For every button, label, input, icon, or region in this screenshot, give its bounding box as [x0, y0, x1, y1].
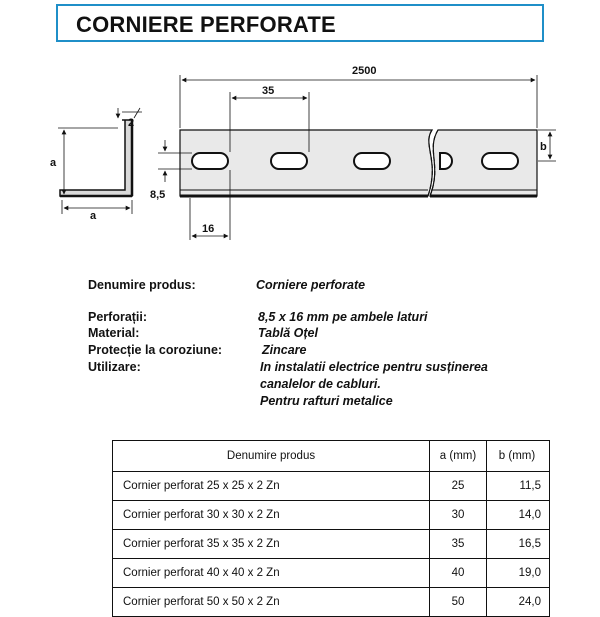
cell-a: 40 — [430, 559, 487, 588]
spec-value: Zincare — [262, 343, 307, 357]
spec-label: Denumire produs: — [88, 278, 196, 292]
table-row — [113, 501, 550, 530]
product-table — [112, 440, 550, 617]
spec-label: Protecție la coroziune: — [88, 343, 223, 357]
spec-value: canalelor de cabluri. — [260, 377, 381, 391]
dim-thickness-label: 2 — [128, 117, 135, 129]
slot-hole — [354, 153, 390, 169]
technical-drawing — [0, 0, 600, 250]
spec-value: Corniere perforate — [256, 278, 366, 292]
cell-a: 30 — [430, 501, 487, 530]
cell-a: 25 — [430, 472, 487, 501]
cell-b: 24,0 — [487, 588, 550, 617]
spec-value: In instalatii electrice pentru susținerea — [260, 360, 488, 374]
slot-hole — [482, 153, 518, 169]
spec-label: Material: — [88, 326, 140, 340]
cell-name: Cornier perforat 30 x 30 x 2 Zn — [113, 501, 430, 530]
cell-b: 11,5 — [487, 472, 550, 501]
dim-hole-pitch-label: 35 — [262, 85, 275, 97]
cell-name: Cornier perforat 35 x 35 x 2 Zn — [113, 530, 430, 559]
table-row — [113, 472, 550, 501]
column-header-a: a (mm) — [430, 441, 487, 472]
angle-profile-section — [60, 120, 132, 196]
cell-b: 14,0 — [487, 501, 550, 530]
page-title: CORNIERE PERFORATE — [76, 12, 336, 37]
table-row — [113, 559, 550, 588]
column-header-name: Denumire produs — [113, 441, 430, 472]
spec-value: Pentru rafturi metalice — [260, 394, 393, 408]
slot-hole — [271, 153, 307, 169]
dim-hole-offset-label: 16 — [202, 223, 215, 235]
cell-a: 35 — [430, 530, 487, 559]
dim-a-horizontal-label: a — [90, 210, 97, 222]
spec-label: Utilizare: — [88, 360, 141, 374]
dim-hole-width-label: 8,5 — [150, 189, 166, 201]
table-row — [113, 588, 550, 617]
cell-b: 16,5 — [487, 530, 550, 559]
spec-label: Perforații: — [88, 310, 148, 324]
spec-value: 8,5 x 16 mm pe ambele laturi — [258, 310, 428, 324]
spec-value: Tablă Oțel — [258, 326, 318, 340]
dim-length-label: 2500 — [352, 65, 377, 77]
cell-name: Cornier perforat 25 x 25 x 2 Zn — [113, 472, 430, 501]
cell-name: Cornier perforat 50 x 50 x 2 Zn — [113, 588, 430, 617]
table-row — [113, 530, 550, 559]
cell-name: Cornier perforat 40 x 40 x 2 Zn — [113, 559, 430, 588]
dim-a-vertical-label: a — [50, 157, 57, 169]
slot-hole-partial — [440, 153, 452, 169]
column-header-b: b (mm) — [487, 441, 550, 472]
dim-b-label: b — [540, 141, 547, 153]
table-header-row — [113, 441, 550, 472]
slot-hole — [192, 153, 228, 169]
cell-b: 19,0 — [487, 559, 550, 588]
cell-a: 50 — [430, 588, 487, 617]
